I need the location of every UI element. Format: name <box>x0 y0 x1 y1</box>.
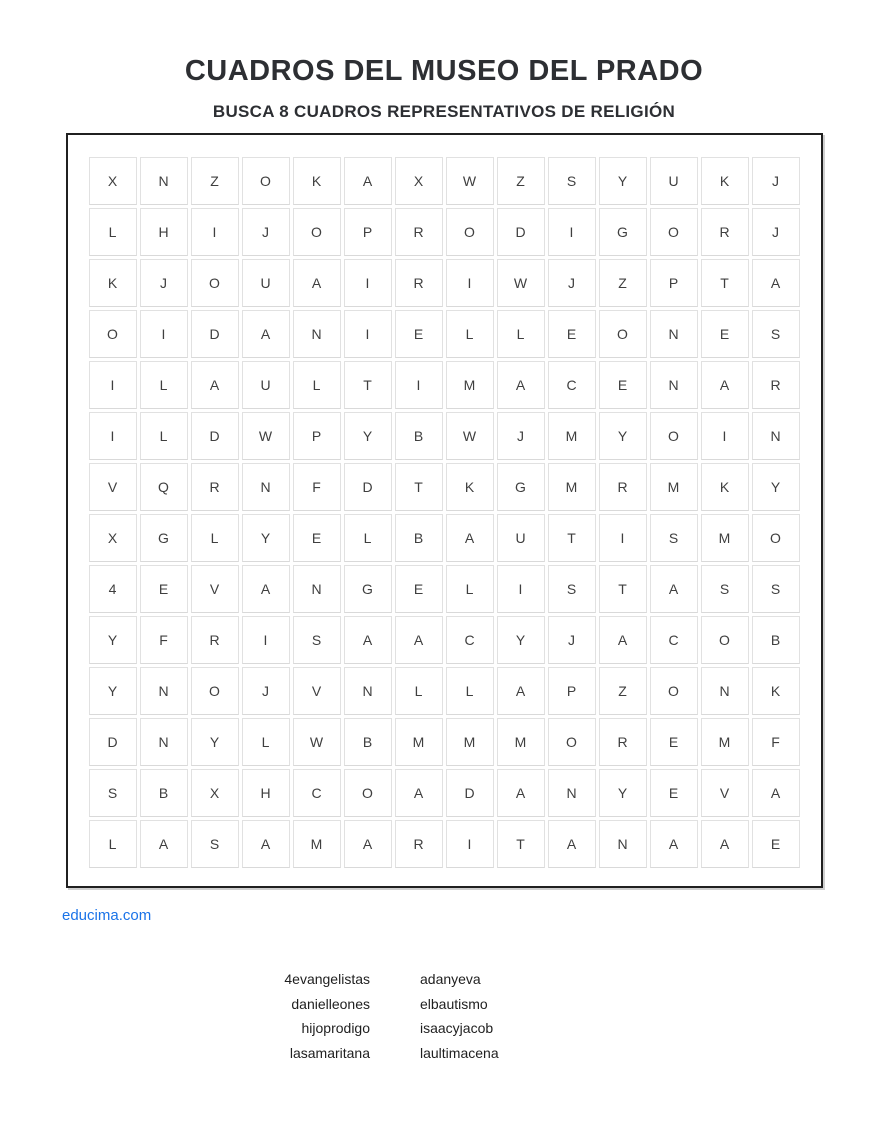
grid-cell[interactable]: S <box>701 565 749 613</box>
grid-cell[interactable]: K <box>89 259 137 307</box>
grid-cell[interactable]: O <box>89 310 137 358</box>
grid-cell[interactable]: D <box>344 463 392 511</box>
grid-cell[interactable]: A <box>395 616 443 664</box>
grid-cell[interactable]: M <box>497 718 545 766</box>
grid-cell[interactable]: I <box>599 514 647 562</box>
word-list-item: laultimacena <box>420 1044 499 1061</box>
grid-cell[interactable]: W <box>293 718 341 766</box>
grid-cell[interactable]: A <box>599 616 647 664</box>
grid-cell[interactable]: M <box>548 412 596 460</box>
grid-cell[interactable]: O <box>446 208 494 256</box>
grid-cell[interactable]: K <box>701 157 749 205</box>
grid-cell[interactable]: T <box>395 463 443 511</box>
grid-cell[interactable]: L <box>446 565 494 613</box>
grid-cell[interactable]: A <box>140 820 188 868</box>
grid-cell[interactable]: J <box>497 412 545 460</box>
grid-cell[interactable]: Y <box>599 412 647 460</box>
grid-cell[interactable]: A <box>293 259 341 307</box>
grid-cell[interactable]: R <box>752 361 800 409</box>
grid-cell[interactable]: I <box>497 565 545 613</box>
grid-cell[interactable]: K <box>752 667 800 715</box>
grid-cell[interactable]: N <box>140 157 188 205</box>
word-list-item: elbautismo <box>420 995 488 1012</box>
grid-cell[interactable]: O <box>293 208 341 256</box>
grid-cell[interactable]: O <box>599 310 647 358</box>
grid-cell[interactable]: D <box>191 412 239 460</box>
grid-cell[interactable]: J <box>752 157 800 205</box>
grid-cell[interactable]: L <box>191 514 239 562</box>
grid-cell[interactable]: R <box>191 463 239 511</box>
grid-cell[interactable]: S <box>89 769 137 817</box>
grid-cell[interactable]: N <box>548 769 596 817</box>
word-list-item: hijoprodigo <box>301 1020 370 1036</box>
grid-cell[interactable]: I <box>446 820 494 868</box>
grid-cell[interactable]: Y <box>89 616 137 664</box>
grid-cell[interactable]: E <box>548 310 596 358</box>
grid-cell[interactable]: I <box>395 361 443 409</box>
grid-cell[interactable]: D <box>446 769 494 817</box>
grid-cell[interactable]: C <box>293 769 341 817</box>
grid-cell[interactable]: E <box>701 310 749 358</box>
grid-cell[interactable]: L <box>293 361 341 409</box>
grid-cell[interactable]: M <box>446 361 494 409</box>
grid-cell[interactable]: Z <box>599 667 647 715</box>
grid-cell[interactable]: L <box>140 412 188 460</box>
grid-cell[interactable]: N <box>140 718 188 766</box>
grid-cell[interactable]: A <box>701 820 749 868</box>
grid-cell[interactable]: Y <box>89 667 137 715</box>
grid-cell[interactable]: A <box>344 157 392 205</box>
grid-cell[interactable]: O <box>548 718 596 766</box>
grid-cell[interactable]: G <box>599 208 647 256</box>
grid-cell[interactable]: A <box>191 361 239 409</box>
grid-cell[interactable]: R <box>701 208 749 256</box>
grid-cell[interactable]: R <box>395 820 443 868</box>
grid-cell[interactable]: K <box>446 463 494 511</box>
grid-cell[interactable]: O <box>242 157 290 205</box>
grid-cell[interactable]: W <box>446 412 494 460</box>
grid-cell[interactable]: T <box>497 820 545 868</box>
grid-cell[interactable]: F <box>293 463 341 511</box>
grid-cell[interactable]: I <box>140 310 188 358</box>
grid-cell[interactable]: O <box>344 769 392 817</box>
grid-cell[interactable]: E <box>650 718 698 766</box>
grid-cell[interactable]: K <box>701 463 749 511</box>
grid-cell[interactable]: A <box>497 361 545 409</box>
grid-cell[interactable]: R <box>191 616 239 664</box>
grid-cell[interactable]: M <box>395 718 443 766</box>
grid-cell[interactable]: A <box>242 820 290 868</box>
grid-cell[interactable]: H <box>140 208 188 256</box>
grid-cell[interactable]: L <box>344 514 392 562</box>
grid-cell[interactable]: B <box>344 718 392 766</box>
grid-cell[interactable]: I <box>89 412 137 460</box>
grid-cell[interactable]: N <box>599 820 647 868</box>
grid-cell[interactable]: S <box>650 514 698 562</box>
grid-cell[interactable]: B <box>752 616 800 664</box>
grid-cell[interactable]: A <box>446 514 494 562</box>
grid-cell[interactable]: K <box>293 157 341 205</box>
grid-cell[interactable]: B <box>395 514 443 562</box>
grid-cell[interactable]: V <box>701 769 749 817</box>
grid-cell[interactable]: A <box>650 820 698 868</box>
word-list-item: danielleones <box>291 995 370 1012</box>
grid-cell[interactable]: U <box>242 259 290 307</box>
grid-cell[interactable]: C <box>446 616 494 664</box>
grid-cell[interactable]: N <box>293 565 341 613</box>
grid-cell[interactable]: O <box>191 259 239 307</box>
grid-cell[interactable]: N <box>344 667 392 715</box>
grid-cell[interactable]: Y <box>497 616 545 664</box>
grid-cell[interactable]: D <box>497 208 545 256</box>
grid-cell[interactable]: N <box>701 667 749 715</box>
grid-cell[interactable]: J <box>242 208 290 256</box>
grid-cell[interactable]: E <box>650 769 698 817</box>
page-subtitle: BUSCA 8 CUADROS REPRESENTATIVOS DE RELIGIÓN <box>212 102 676 121</box>
grid-cell[interactable]: I <box>701 412 749 460</box>
grid-cell[interactable]: I <box>191 208 239 256</box>
grid-cell[interactable]: I <box>548 208 596 256</box>
grid-cell[interactable]: J <box>548 616 596 664</box>
grid-cell[interactable]: G <box>344 565 392 613</box>
grid-cell[interactable]: U <box>650 157 698 205</box>
grid-cell[interactable]: A <box>548 820 596 868</box>
word-list <box>195 967 888 1065</box>
grid-cell[interactable]: G <box>497 463 545 511</box>
grid-cell[interactable]: C <box>548 361 596 409</box>
grid-cell[interactable]: M <box>548 463 596 511</box>
grid-cell[interactable]: M <box>701 514 749 562</box>
educima-link[interactable]: educima.com <box>62 907 152 924</box>
grid-cell[interactable]: J <box>242 667 290 715</box>
grid-cell[interactable]: O <box>701 616 749 664</box>
grid-cell[interactable]: F <box>140 616 188 664</box>
grid-cell[interactable]: S <box>752 565 800 613</box>
grid-cell[interactable]: Y <box>599 769 647 817</box>
grid-cell[interactable]: Z <box>191 157 239 205</box>
grid-cell[interactable]: R <box>599 718 647 766</box>
grid-cell[interactable]: P <box>650 259 698 307</box>
grid-cell[interactable]: N <box>293 310 341 358</box>
grid-cell[interactable]: V <box>89 463 137 511</box>
grid-cell[interactable]: L <box>242 718 290 766</box>
grid-cell[interactable]: X <box>395 157 443 205</box>
grid-cell[interactable]: L <box>89 208 137 256</box>
grid-cell[interactable]: A <box>752 259 800 307</box>
grid-cell[interactable]: U <box>497 514 545 562</box>
grid-cell[interactable]: N <box>650 310 698 358</box>
grid-cell[interactable]: J <box>140 259 188 307</box>
grid-cell[interactable]: M <box>293 820 341 868</box>
grid-cell[interactable]: A <box>650 565 698 613</box>
grid-cell[interactable]: J <box>752 208 800 256</box>
grid-cell[interactable]: P <box>344 208 392 256</box>
grid-cell[interactable]: V <box>191 565 239 613</box>
grid-cell[interactable]: M <box>446 718 494 766</box>
grid-cell[interactable]: N <box>140 667 188 715</box>
grid-cell[interactable]: W <box>497 259 545 307</box>
grid-cell[interactable]: R <box>599 463 647 511</box>
grid-cell[interactable]: Q <box>140 463 188 511</box>
word-list-item: lasamaritana <box>289 1044 370 1061</box>
grid-cell[interactable]: Y <box>344 412 392 460</box>
grid-cell[interactable]: P <box>293 412 341 460</box>
grid-cell[interactable]: F <box>752 718 800 766</box>
grid-cell[interactable]: H <box>242 769 290 817</box>
grid-cell[interactable]: T <box>344 361 392 409</box>
grid-cell[interactable]: L <box>446 667 494 715</box>
grid-cell[interactable]: X <box>89 514 137 562</box>
grid-cell[interactable]: Y <box>752 463 800 511</box>
grid-cell[interactable]: T <box>701 259 749 307</box>
grid-cell[interactable]: C <box>650 616 698 664</box>
grid-cell[interactable]: O <box>752 514 800 562</box>
grid-cell[interactable]: D <box>191 310 239 358</box>
grid-cell[interactable]: U <box>242 361 290 409</box>
grid-cell[interactable]: A <box>752 769 800 817</box>
grid-cell[interactable]: J <box>548 259 596 307</box>
grid-cell[interactable]: S <box>548 565 596 613</box>
grid-cell[interactable]: Z <box>497 157 545 205</box>
grid-cell[interactable]: E <box>140 565 188 613</box>
word-list-column-2 <box>420 967 499 1065</box>
grid-cell[interactable]: E <box>395 310 443 358</box>
grid-cell[interactable]: X <box>89 157 137 205</box>
grid-cell[interactable]: B <box>395 412 443 460</box>
grid-cell[interactable]: R <box>395 208 443 256</box>
grid-cell[interactable]: S <box>548 157 596 205</box>
grid-cell[interactable]: P <box>548 667 596 715</box>
grid-cell[interactable]: O <box>650 208 698 256</box>
grid-cell[interactable]: A <box>497 667 545 715</box>
word-list-item: isaacyjacob <box>420 1020 494 1036</box>
grid-cell[interactable]: O <box>650 667 698 715</box>
grid-cell[interactable]: A <box>497 769 545 817</box>
puzzle-box <box>66 133 823 888</box>
grid-cell[interactable]: E <box>599 361 647 409</box>
grid-cell[interactable]: T <box>599 565 647 613</box>
grid-cell[interactable]: R <box>395 259 443 307</box>
grid-cell[interactable]: Y <box>242 514 290 562</box>
grid-cell[interactable]: B <box>140 769 188 817</box>
grid-cell[interactable]: E <box>293 514 341 562</box>
word-grid <box>68 157 821 868</box>
grid-cell[interactable]: O <box>650 412 698 460</box>
word-list-column-1 <box>195 967 370 1065</box>
grid-cell[interactable]: I <box>344 310 392 358</box>
grid-cell[interactable]: N <box>650 361 698 409</box>
grid-cell[interactable]: L <box>140 361 188 409</box>
grid-cell[interactable]: T <box>548 514 596 562</box>
grid-cell[interactable]: O <box>191 667 239 715</box>
grid-cell[interactable]: V <box>293 667 341 715</box>
grid-cell[interactable]: L <box>497 310 545 358</box>
grid-cell[interactable]: L <box>446 310 494 358</box>
grid-cell[interactable]: S <box>191 820 239 868</box>
grid-cell[interactable]: I <box>89 361 137 409</box>
grid-cell[interactable]: S <box>293 616 341 664</box>
grid-cell[interactable]: A <box>344 820 392 868</box>
page-title: CUADROS DEL MUSEO DEL PRADO <box>184 55 704 87</box>
grid-cell[interactable]: X <box>191 769 239 817</box>
word-list-item: 4evangelistas <box>284 971 370 987</box>
grid-cell[interactable]: N <box>242 463 290 511</box>
grid-cell[interactable]: A <box>701 361 749 409</box>
grid-cell[interactable]: I <box>344 259 392 307</box>
grid-cell[interactable]: A <box>242 565 290 613</box>
grid-cell[interactable]: A <box>344 616 392 664</box>
grid-cell[interactable]: I <box>446 259 494 307</box>
grid-cell[interactable]: M <box>650 463 698 511</box>
grid-cell[interactable]: S <box>752 310 800 358</box>
grid-cell[interactable]: E <box>395 565 443 613</box>
grid-cell[interactable]: L <box>395 667 443 715</box>
grid-cell[interactable]: A <box>395 769 443 817</box>
grid-cell[interactable]: 4 <box>89 565 137 613</box>
grid-cell[interactable]: N <box>752 412 800 460</box>
grid-cell[interactable]: M <box>701 718 749 766</box>
grid-cell[interactable]: E <box>752 820 800 868</box>
grid-cell[interactable]: G <box>140 514 188 562</box>
grid-cell[interactable]: W <box>242 412 290 460</box>
grid-cell[interactable]: Y <box>191 718 239 766</box>
grid-cell[interactable]: Y <box>599 157 647 205</box>
grid-cell[interactable]: Z <box>599 259 647 307</box>
word-list-item: adanyeva <box>420 971 481 987</box>
grid-cell[interactable]: I <box>242 616 290 664</box>
grid-cell[interactable]: L <box>89 820 137 868</box>
grid-cell[interactable]: D <box>89 718 137 766</box>
grid-cell[interactable]: A <box>242 310 290 358</box>
grid-cell[interactable]: W <box>446 157 494 205</box>
